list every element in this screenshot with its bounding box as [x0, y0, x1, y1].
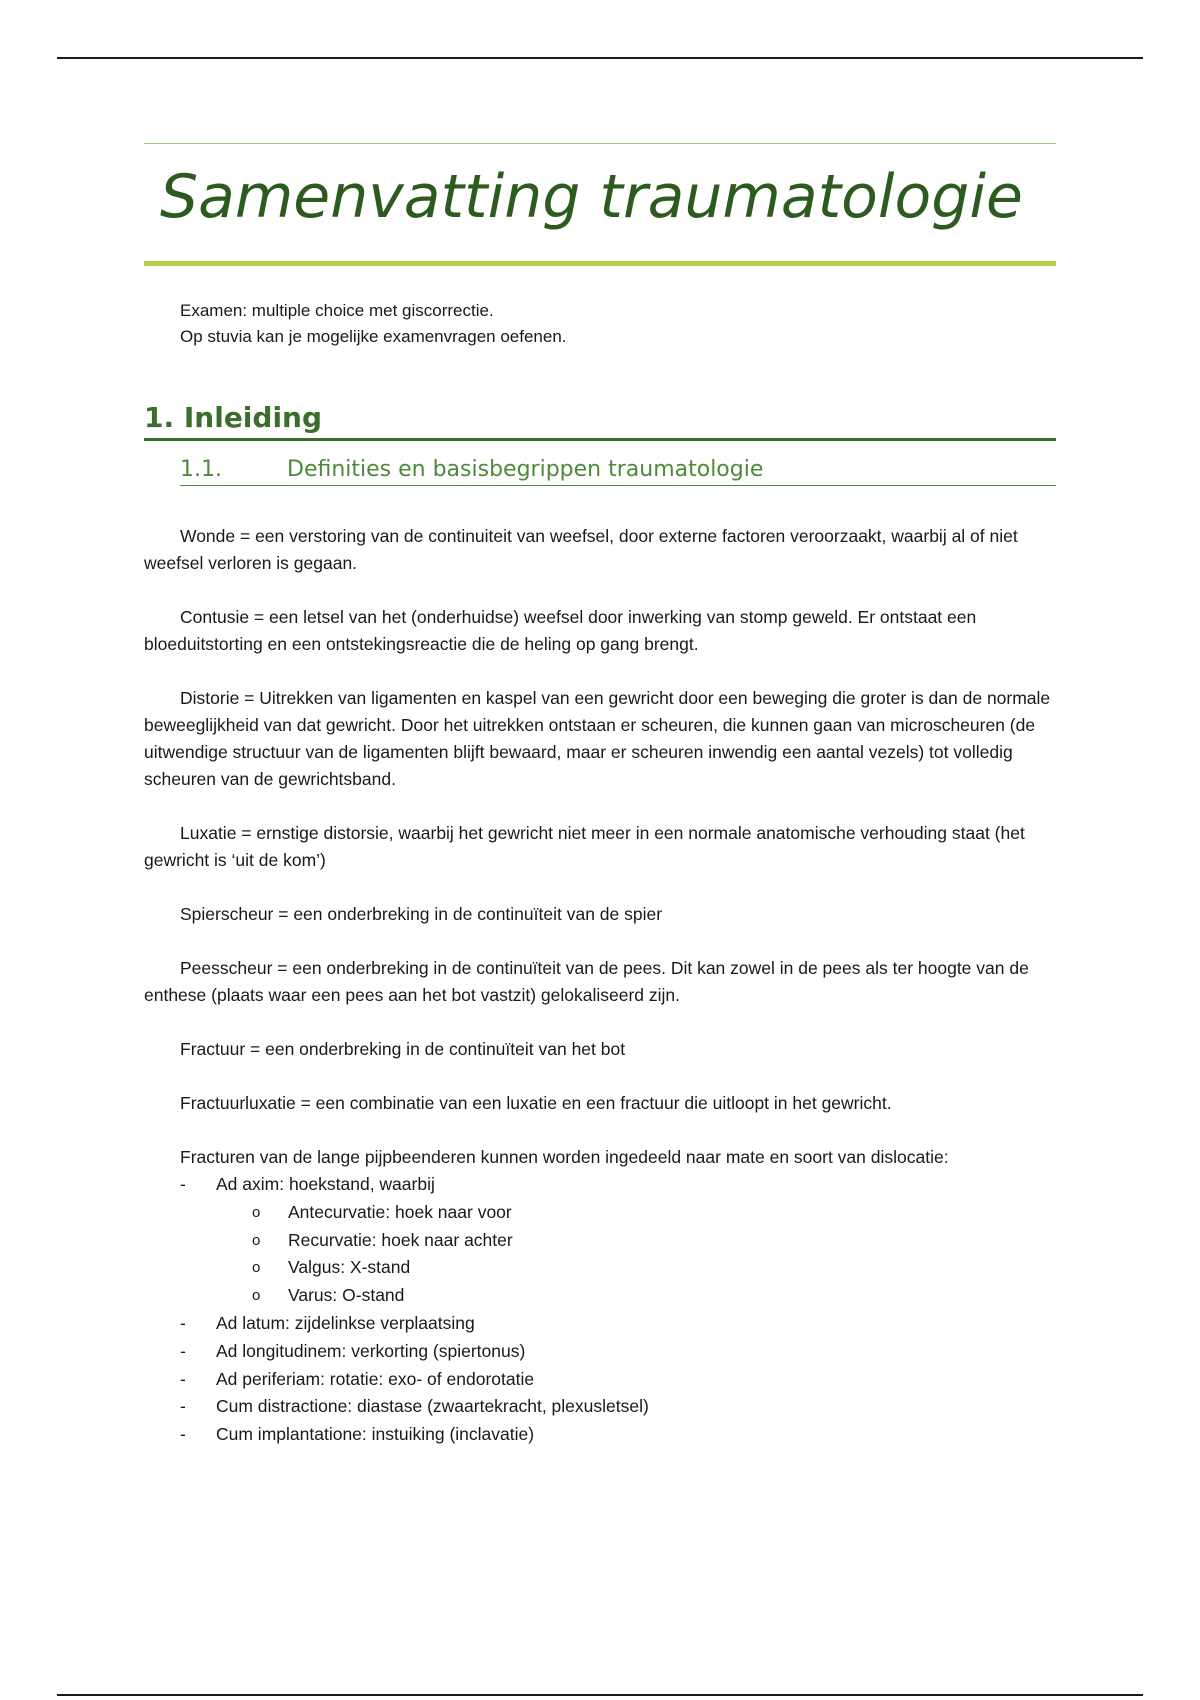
list-item: [144, 1393, 1056, 1421]
list-dash: -: [180, 1368, 186, 1389]
list-dash: -: [180, 1174, 186, 1194]
list-circle: o: [252, 1231, 261, 1249]
definition-peesscheur: Peesscheur = een onderbreking in de continuïteit van de pees. Dit kan zowel in de pees als ter hoogte van de enthese (plaats waar een pees aan het bot vastzit) gelokaliseerd zijn.: [144, 958, 1029, 1005]
list-item-text: Ad periferiam: rotatie: exo- of endorotatie: [216, 1368, 535, 1389]
definition-contusie: Contusie = een letsel van het (onderhuidse) weefsel door inwerking van stomp geweld. Er ontstaat een bloeduitstorting en een ontstekingsreactie die de heling op gang brengt.: [144, 607, 977, 654]
list-item: [144, 1171, 1056, 1310]
list-item-text: Ad longitudinem: verkorting (spiertonus): [216, 1340, 526, 1361]
subsection-title: Definities en basisbegrippen traumatologie: [287, 457, 764, 482]
list-dash: -: [180, 1396, 186, 1417]
sub-list-item-text: Antecurvatie: hoek naar voor: [288, 1201, 512, 1222]
dislocation-list: [144, 1171, 1056, 1449]
subsection-heading: [180, 459, 1056, 486]
sub-list-item: [144, 1199, 1056, 1227]
title-top-rule: [144, 143, 1056, 144]
definition-spierscheur: Spierscheur = een onderbreking in de continuïteit van de spier: [180, 904, 663, 924]
list-item-text: Cum implantatione: instuiking (inclavatie): [216, 1424, 535, 1445]
intro-block: [180, 298, 1056, 350]
sub-list-item-text: Valgus: X-stand: [288, 1257, 411, 1278]
section-heading: 1. Inleiding: [144, 404, 1056, 441]
list-dash: -: [180, 1312, 186, 1333]
list-item-text: Cum distractione: diastase (zwaartekracht, plexusletsel): [216, 1396, 649, 1417]
list-circle: o: [252, 1259, 261, 1277]
list-circle: o: [252, 1203, 261, 1221]
dislocation-sublist: [216, 1199, 1056, 1310]
subsection-number: 1.1.: [180, 457, 222, 482]
document-title: Samenvatting traumatologie: [160, 162, 1023, 232]
list-item-text: Ad axim: hoekstand, waarbij: [216, 1174, 435, 1194]
definition-wonde: Wonde = een verstoring van de continuiteit van weefsel, door externe factoren veroorzaakt, waarbij al of niet weefsel verloren is gegaan.: [144, 526, 1018, 573]
document-body: [144, 143, 1056, 1449]
intro-line: Examen: multiple choice met giscorrectie.: [180, 301, 494, 320]
dislocation-intro: Fracturen van de lange pijpbeenderen kunnen worden ingedeeld naar mate en soort van dislocatie:: [180, 1147, 949, 1167]
list-item: [144, 1338, 1056, 1366]
list-dash: -: [180, 1340, 186, 1361]
definition-fractuurluxatie: Fractuurluxatie = een combinatie van een luxatie en een fractuur die uitloopt in het gewricht.: [180, 1093, 892, 1113]
sub-list-item-text: Varus: O-stand: [288, 1285, 405, 1306]
list-circle: o: [252, 1287, 261, 1305]
definition-luxatie: Luxatie = ernstige distorsie, waarbij het gewricht niet meer in een normale anatomische verhouding staat (het gewricht is ‘uit de kom’): [144, 823, 1025, 870]
title-bottom-rule: [144, 261, 1056, 266]
intro-line: Op stuvia kan je mogelijke examenvragen oefenen.: [180, 327, 567, 346]
page-bottom-rule: [57, 1694, 1143, 1696]
definitions: [144, 523, 1056, 1171]
list-item: [144, 1421, 1056, 1449]
sub-list-item: [144, 1254, 1056, 1282]
sub-list-item-text: Recurvatie: hoek naar achter: [288, 1229, 513, 1250]
list-dash: -: [180, 1424, 186, 1445]
list-item: [144, 1366, 1056, 1394]
definition-fractuur: Fractuur = een onderbreking in de continuïteit van het bot: [180, 1039, 626, 1059]
definition-distorie: Distorie = Uitrekken van ligamenten en kaspel van een gewricht door een beweging die groter is dan de normale beweeglijkheid van dat gewricht. Door het uitrekken ontstaan er scheuren, die kunnen gaan van microscheuren (de uitwendige structuur van de ligamenten blijft bewaard, maar er scheuren inwendig een aantal vezels) tot volledig scheuren van de gewrichtsband.: [144, 688, 1051, 789]
list-item: [144, 1310, 1056, 1338]
list-item-text: Ad latum: zijdelinkse verplaatsing: [216, 1312, 475, 1333]
sub-list-item: [144, 1227, 1056, 1255]
sub-list-item: [144, 1282, 1056, 1310]
page-top-rule: [57, 57, 1143, 59]
